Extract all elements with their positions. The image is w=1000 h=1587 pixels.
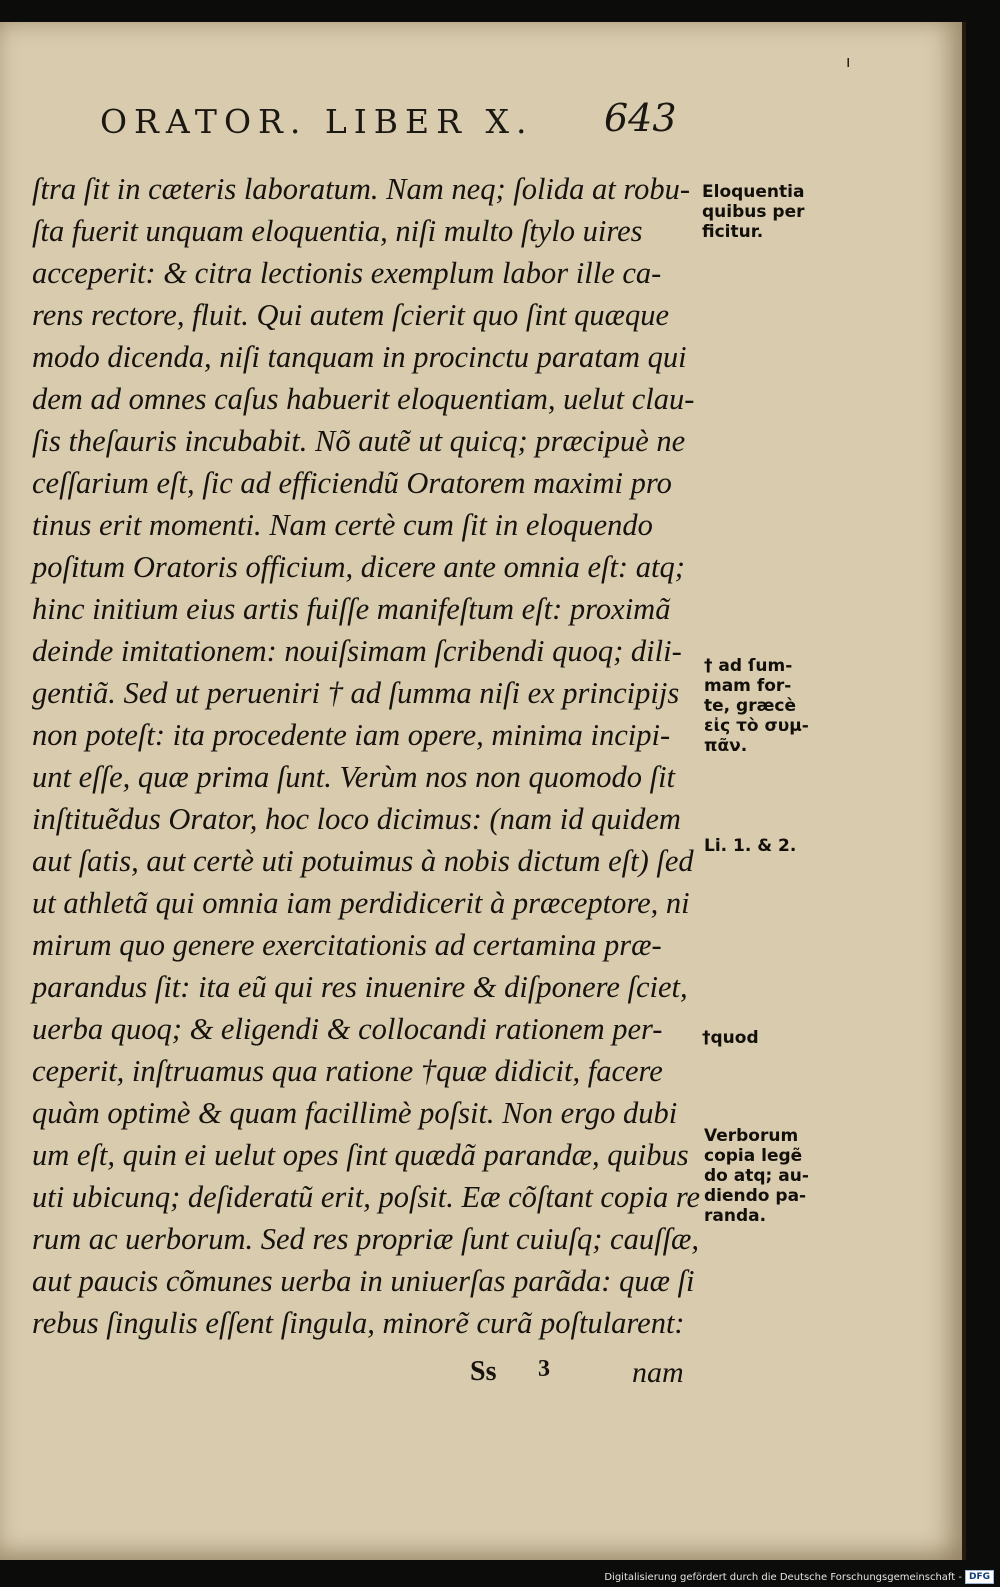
corner-mark: ı	[846, 52, 851, 71]
text-line: rens rectore, fluit. Qui autem ſcierit quo ſint quæque	[32, 298, 670, 332]
text-line: gentiã. Sed ut perueniri † ad ſumma niſi ex principijs	[32, 676, 680, 710]
marginal-line: Li. 1. & 2.	[704, 836, 797, 856]
signature-number: 3	[538, 1356, 550, 1382]
text-line: mirum quo genere exercitationis ad certamina præ-	[32, 928, 662, 962]
marginal-line: † ad ſum-	[704, 656, 793, 676]
text-line: ut athletã qui omnia iam perdidicerit à præceptore, ni	[32, 886, 690, 920]
text-line: acceperit: & citra lectionis exemplum labor ille ca-	[32, 256, 662, 290]
text-line: um eſt, quin ei uelut opes ſint quædã parandæ, quibus	[32, 1138, 689, 1172]
catchword: nam	[632, 1356, 684, 1389]
page-number: 643	[604, 96, 677, 140]
text-line: poſitum Oratoris officium, dicere ante omnia eſt: atq;	[32, 550, 685, 584]
running-head: ORATOR. LIBER X.	[100, 102, 534, 141]
text-line: inſtituẽdus Orator, hoc loco dicimus: (nam id quidem	[32, 802, 681, 836]
marginal-line: quibus per	[702, 202, 805, 222]
marginal-line: mam for-	[704, 676, 792, 696]
marginal-line: εἰς τὸ συμ-	[704, 716, 809, 736]
marginal-line: Eloquentia	[702, 182, 805, 202]
signature-catchword-line	[470, 1356, 700, 1396]
text-line: ſta fuerit unquam eloquentia, niſi multo ſtylo uires	[32, 214, 643, 248]
main-text-block	[32, 168, 702, 1344]
digitization-credit	[604, 1570, 994, 1584]
text-line: hinc initium eius artis fuiſſe manifeſtum eſt: proximã	[32, 592, 671, 626]
text-line: parandus ſit: ita eũ qui res inuenire & diſponere ſciet,	[32, 970, 688, 1004]
marginal-line: πᾶν.	[704, 736, 748, 756]
marginal-line: †quod	[702, 1028, 759, 1048]
text-line: ſis theſauris incubabit. Nõ autẽ ut quicq; præcipuè ne	[32, 424, 686, 458]
marginal-line: Verborum	[704, 1126, 799, 1146]
marginal-line: diendo pa-	[704, 1186, 807, 1206]
book-page	[0, 22, 966, 1560]
text-line: quàm optimè & quam facillimè poſsit. Non ergo dubi	[32, 1096, 678, 1130]
text-line: dem ad omnes caſus habuerit eloquentiam, uelut clau-	[32, 382, 695, 416]
text-line: uti ubicunq; deſideratũ erit, poſsit. Eæ cõſtant copia re	[32, 1180, 701, 1214]
text-line: modo dicenda, niſi tanquam in procinctu paratam qui	[32, 340, 687, 374]
text-line: unt eſſe, quæ prima ſunt. Verùm nos non quomodo ſit	[32, 760, 676, 794]
marginal-line: ficitur.	[702, 222, 764, 242]
credit-text: Digitalisierung gefördert durch die Deutsche Forschungsgemeinschaft -	[604, 1571, 962, 1583]
text-line: aut ſatis, aut certè uti potuimus à nobis dictum eſt) ſed	[32, 844, 694, 878]
marginal-line: te, græcè	[704, 696, 797, 716]
text-line: ceſſarium eſt, ſic ad efficiendũ Oratorem maximi pro	[32, 466, 672, 500]
marginal-line: randa.	[704, 1206, 767, 1226]
marginal-note	[704, 1126, 840, 1226]
text-line: aut paucis cõmunes uerba in uniuerſas parãda: quæ ſi	[32, 1264, 695, 1298]
text-line: non poteſt: ita procedente iam opere, minima incipi-	[32, 718, 671, 752]
signature-mark: Ss	[470, 1356, 497, 1387]
text-line: ceperit, inſtruamus qua ratione †quæ didicit, facere	[32, 1054, 663, 1088]
text-line: deinde imitationem: nouiſsimam ſcribendi quoq; dili-	[32, 634, 682, 668]
dfg-logo-icon: DFG	[965, 1570, 994, 1584]
text-line: rum ac uerborum. Sed res propriæ ſunt cuiuſq; cauſſæ,	[32, 1222, 700, 1256]
marginal-line: do atq; au-	[704, 1166, 809, 1186]
marginal-note	[704, 836, 840, 856]
marginal-note	[702, 1028, 838, 1048]
marginal-line: copia legẽ	[704, 1146, 803, 1166]
text-line: uerba quoq; & eligendi & collocandi rationem per-	[32, 1012, 663, 1046]
marginal-note	[704, 656, 840, 756]
text-line: tinus erit momenti. Nam certè cum ſit in eloquendo	[32, 508, 653, 542]
marginal-note	[702, 182, 838, 242]
text-line: rebus ſingulis eſſent ſingula, minorẽ curã poſtularent:	[32, 1306, 685, 1340]
text-line: ſtra ſit in cæteris laboratum. Nam neq; ſolida at robu-	[32, 172, 691, 206]
